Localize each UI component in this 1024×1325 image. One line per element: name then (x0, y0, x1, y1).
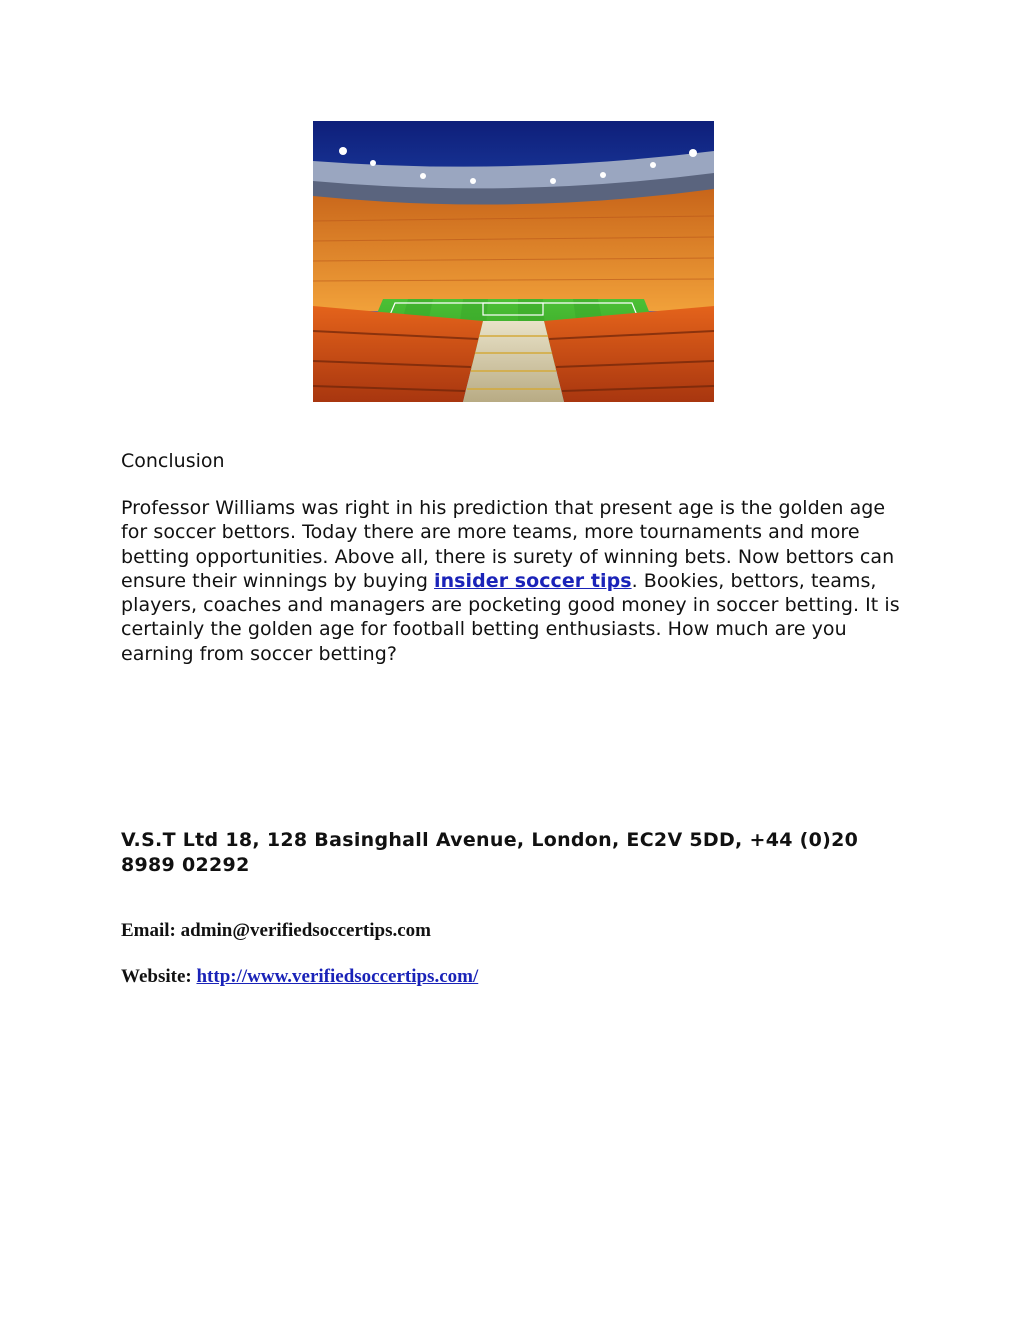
email-line: Email: admin@verifiedsoccertips.com (121, 920, 432, 941)
website-link[interactable]: http://www.verifiedsoccertips.com/ (196, 966, 479, 987)
website-line (121, 966, 921, 988)
insider-soccer-tips-link[interactable]: insider soccer tips (434, 569, 632, 592)
paragraph-text-end: . Bookies, bettors, teams, players, coaches and managers are pocketing good money in soccer betting. It is certainly the golden age for football betting enthusiasts. How much are you earning from soccer betting? (121, 569, 900, 665)
conclusion-paragraph (121, 496, 911, 666)
paragraph-text-start: Professor Williams was right in his prediction that present age is the golden age for soccer bettors. Today there are more teams, more tournaments and more betting opportunities. Above all, there is surety of winning bets. Now bettors can ensure their winnings by buying (121, 497, 895, 592)
website-label: Website: (121, 966, 197, 987)
stadium-image (313, 121, 714, 402)
conclusion-heading: Conclusion (121, 450, 225, 472)
company-address: V.S.T Ltd 18, 128 Basinghall Avenue, London, EC2V 5DD, +44 (0)20 8989 02292 (121, 829, 859, 876)
